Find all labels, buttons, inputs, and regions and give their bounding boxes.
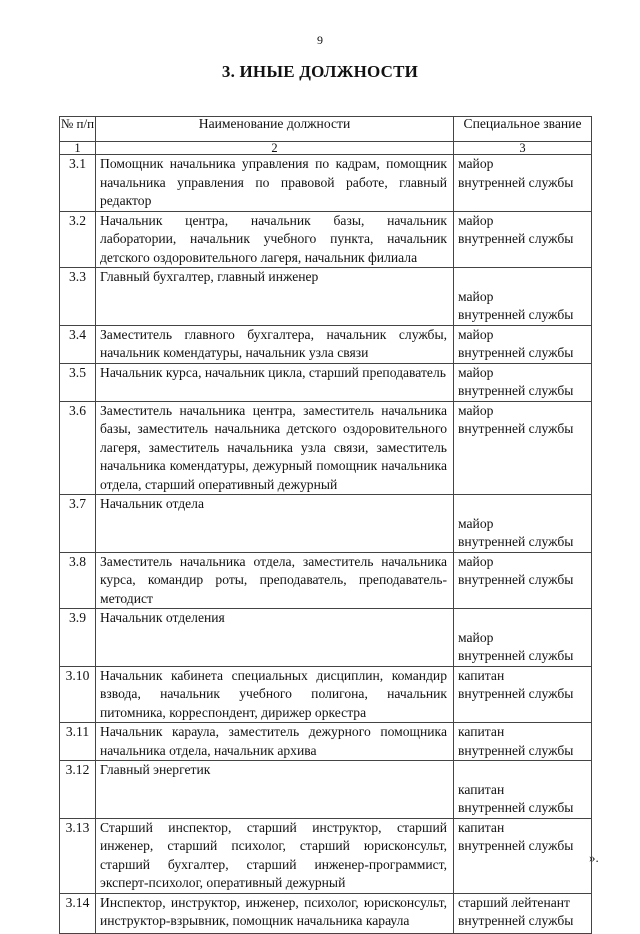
- table-row: [60, 893, 592, 933]
- rank-title: капитан: [458, 667, 505, 683]
- special-rank: [454, 495, 592, 553]
- rank-service: внутренней службы: [458, 345, 574, 360]
- row-number: 3.10: [60, 666, 96, 723]
- closing-quote-mark: ».: [589, 850, 599, 865]
- special-rank: [454, 268, 592, 326]
- rank-title: майор: [458, 402, 494, 418]
- special-rank: [454, 818, 592, 893]
- table-row: [60, 495, 592, 553]
- position-name: Начальник отделения: [96, 609, 454, 667]
- table-row: [60, 155, 592, 212]
- section-title: 3. ИНЫЕ ДОЛЖНОСТИ: [221, 62, 419, 81]
- special-rank: [454, 211, 592, 268]
- rank-service: внутренней службы: [458, 231, 574, 246]
- table-row: [60, 401, 592, 495]
- row-number: 3.13: [60, 818, 96, 893]
- table-row: [60, 552, 592, 609]
- header-num: № п/п: [60, 117, 96, 142]
- row-number: 3.6: [60, 401, 96, 495]
- position-name: Инспектор, инструктор, инженер, психолог, юрисконсульт, инструктор-взрывник, помощник начальника караула: [96, 893, 454, 933]
- table-row: [60, 818, 592, 893]
- row-number: 3.1: [60, 155, 96, 212]
- rank-service: внутренней службы: [458, 307, 574, 322]
- rank-service: внутренней службы: [458, 421, 574, 436]
- rank-service: внутренней службы: [458, 174, 574, 190]
- rank-service: внутренней службы: [458, 383, 574, 398]
- special-rank: [454, 552, 592, 609]
- rank-title: майор: [458, 364, 494, 380]
- column-number: 3: [454, 142, 592, 155]
- table-row: [60, 325, 592, 363]
- row-number: 3.3: [60, 268, 96, 326]
- row-number: 3.12: [60, 761, 96, 819]
- table-row: [60, 761, 592, 819]
- rank-service: внутренней службы: [458, 572, 574, 587]
- positions-table: [59, 116, 592, 934]
- special-rank: [454, 155, 592, 212]
- rank-title: майор: [458, 326, 494, 342]
- table-row: [60, 211, 592, 268]
- rank-title: майор: [458, 515, 494, 531]
- row-number: 3.14: [60, 893, 96, 933]
- column-number-row: [60, 142, 592, 155]
- rank-title: майор: [458, 156, 494, 171]
- position-name: Заместитель начальника центра, заместитель начальника базы, заместитель начальника детского оздоровительного лагеря, заместитель начальника узла связи, заместитель начальника комендатуры, дежурный помощник начальника отдела, старший оперативный дежурный: [96, 401, 454, 495]
- table-row: [60, 666, 592, 723]
- special-rank: [454, 893, 592, 933]
- special-rank: [454, 325, 592, 363]
- table-row: [60, 268, 592, 326]
- rank-title: старший лейтенант: [458, 894, 570, 910]
- rank-service: внутренней службы: [458, 838, 574, 853]
- position-name: Начальник караула, заместитель дежурного помощника начальника отдела, начальник архива: [96, 723, 454, 761]
- position-name: Начальник кабинета специальных дисциплин, командир взвода, начальник учебного полигона, начальник питомника, корреспондент, дирижер оркестра: [96, 666, 454, 723]
- special-rank: [454, 609, 592, 667]
- header-special-rank: Специальное звание: [454, 117, 592, 142]
- rank-service: внутренней службы: [458, 648, 574, 663]
- position-name: Помощник начальника управления по кадрам, помощник начальника управления по правовой работе, главный редактор: [96, 155, 454, 212]
- position-name: Начальник отдела: [96, 495, 454, 553]
- position-name: Начальник курса, начальник цикла, старший преподаватель: [96, 363, 454, 401]
- special-rank: [454, 666, 592, 723]
- position-name: Старший инспектор, старший инструктор, старший инженер, старший психолог, старший юрисконсульт, старший бухгалтер, старший инженер-программист, эксперт-психолог, оперативный дежурный: [96, 818, 454, 893]
- special-rank: [454, 401, 592, 495]
- table-row: [60, 609, 592, 667]
- row-number: 3.5: [60, 363, 96, 401]
- position-name: Главный бухгалтер, главный инженер: [96, 268, 454, 326]
- table-row: [60, 363, 592, 401]
- position-name: Главный энергетик: [96, 761, 454, 819]
- row-number: 3.2: [60, 211, 96, 268]
- row-number: 3.8: [60, 552, 96, 609]
- rank-title: майор: [458, 212, 494, 228]
- page-number: 9: [317, 33, 323, 47]
- special-rank: [454, 761, 592, 819]
- row-number: 3.4: [60, 325, 96, 363]
- rank-title: майор: [458, 553, 494, 569]
- position-name: Заместитель главного бухгалтера, начальник службы, начальник комендатуры, начальник узла связи: [96, 325, 454, 363]
- row-number: 3.7: [60, 495, 96, 553]
- rank-service: внутренней службы: [458, 742, 574, 758]
- column-number: 1: [60, 142, 96, 155]
- header-position-name: Наименование должности: [96, 117, 454, 142]
- row-number: 3.9: [60, 609, 96, 667]
- rank-title: майор: [458, 288, 494, 304]
- position-name: Заместитель начальника отдела, заместитель начальника курса, командир роты, преподаватель, преподаватель-методист: [96, 552, 454, 609]
- rank-title: майор: [458, 629, 494, 645]
- row-number: 3.11: [60, 723, 96, 761]
- table-row: [60, 723, 592, 761]
- rank-service: внутренней службы: [458, 534, 574, 549]
- rank-service: внутренней службы: [458, 686, 574, 701]
- rank-service: внутренней службы: [458, 800, 574, 815]
- rank-title: капитан: [458, 724, 505, 739]
- column-number: 2: [96, 142, 454, 155]
- rank-title: капитан: [458, 819, 505, 835]
- special-rank: [454, 363, 592, 401]
- rank-title: капитан: [458, 781, 505, 797]
- position-name: Начальник центра, начальник базы, начальник лаборатории, начальник учебного пункта, начальник детского оздоровительного лагеря, начальник филиала: [96, 211, 454, 268]
- special-rank: [454, 723, 592, 761]
- table-header-row: [60, 117, 592, 142]
- rank-service: внутренней службы: [458, 913, 574, 928]
